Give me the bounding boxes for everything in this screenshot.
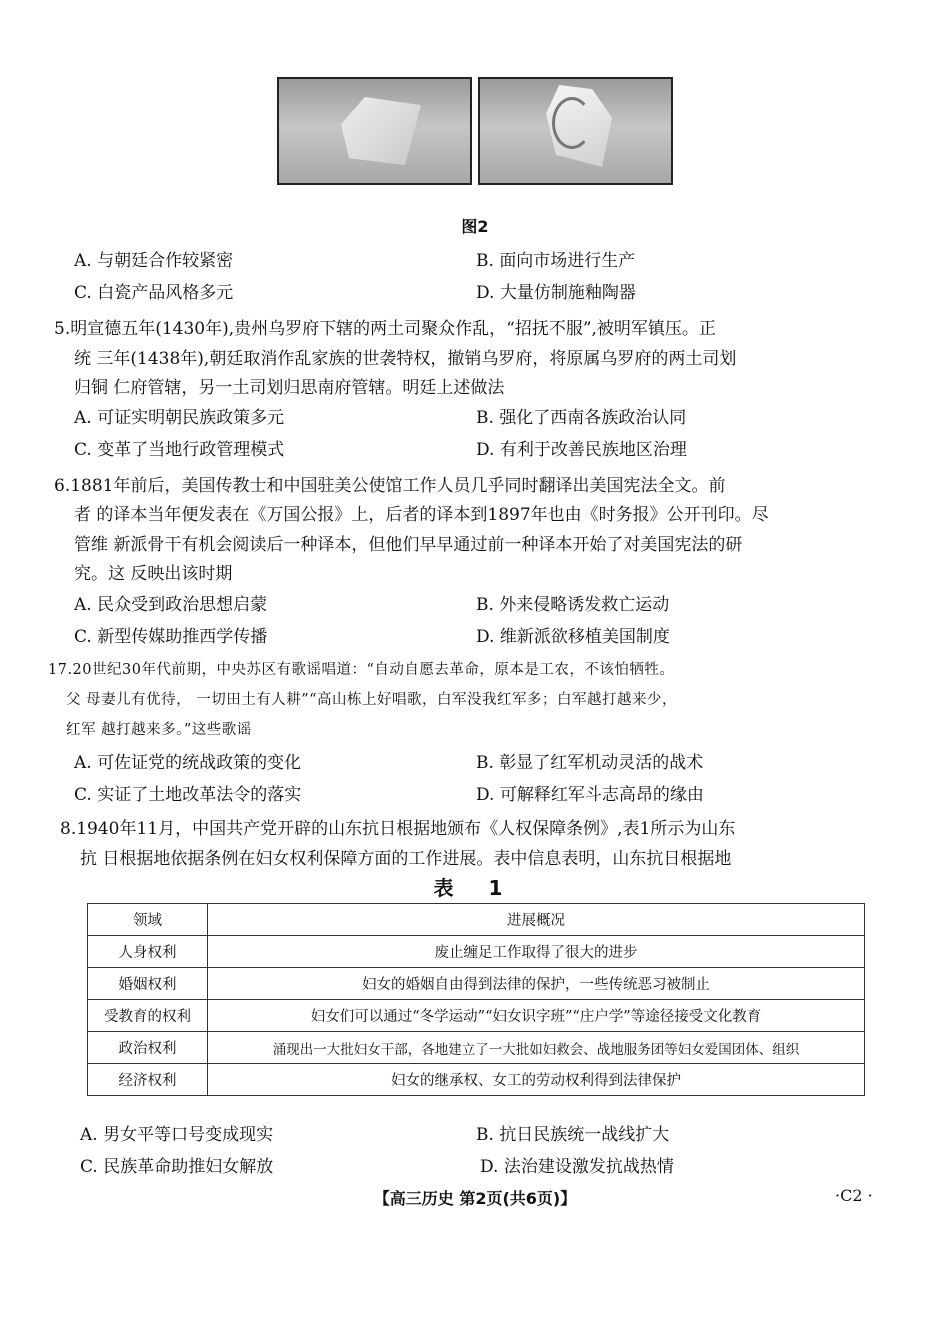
q5-option-b[interactable]: B. 强化了西南各族政治认同 <box>476 408 687 428</box>
table-row <box>88 1032 865 1064</box>
table-row <box>88 936 865 968</box>
table-cell-progress: 妇女们可以通过“冬学运动”“妇女识字班”“庄户学”等途径接受文化教育 <box>208 1000 865 1032</box>
q8-stem-line-1: 8.1940年11月，中国共产党开辟的山东抗日根据地颁布《人权保障条例》,表1所示为山东 <box>60 819 736 839</box>
q7-option-d[interactable]: D. 可解释红军斗志高昂的缘由 <box>476 785 704 805</box>
q7-stem-line-3: 红军 越打越来多。”这些歌谣 <box>66 722 252 738</box>
q4-option-d[interactable]: D. 大量仿制施釉陶器 <box>476 283 636 303</box>
table-header-row <box>88 904 865 936</box>
table-cell-field: 婚姻权利 <box>88 968 208 1000</box>
table-cell-field: 经济权利 <box>88 1064 208 1096</box>
q7-stem-line-1: 17.20世纪30年代前期，中央苏区有歌谣唱道：“自动自愿去革命，原本是工农，不该怕牺牲。 <box>48 662 675 678</box>
table-cell-progress: 妇女的继承权、女工的劳动权利得到法律保护 <box>208 1064 865 1096</box>
table-title: 表 1 <box>433 876 517 900</box>
q5-stem-line-2: 统 三年(1438年),朝廷取消作乱家族的世袭特权，撤销乌罗府，将原属乌罗府的两土司划 <box>74 349 737 369</box>
table-row <box>88 1000 865 1032</box>
page-footer: 【高三历史 第2页(共6页)】 <box>373 1189 577 1208</box>
q8-option-b[interactable]: B. 抗日民族统一战线扩大 <box>476 1125 670 1145</box>
paper-code: ·C2 · <box>835 1186 873 1205</box>
q7-option-b[interactable]: B. 彰显了红军机动灵活的战术 <box>476 753 704 773</box>
q5-option-a[interactable]: A. 可证实明朝民族政策多元 <box>74 408 285 428</box>
table-row <box>88 1064 865 1096</box>
q6-option-d[interactable]: D. 维新派欲移植美国制度 <box>476 627 670 647</box>
q5-option-c[interactable]: C. 变革了当地行政管理模式 <box>74 440 285 460</box>
q8-option-d[interactable]: D. 法治建设激发抗战热情 <box>480 1157 674 1177</box>
q6-stem-line-1: 6.1881年前后，美国传教士和中国驻美公使馆工作人员几乎同时翻译出美国宪法全文。前 <box>54 476 726 496</box>
table-row <box>88 968 865 1000</box>
q6-option-a[interactable]: A. 民众受到政治思想启蒙 <box>74 595 268 615</box>
q8-option-c[interactable]: C. 民族革命助推妇女解放 <box>80 1157 274 1177</box>
q8-option-a[interactable]: A. 男女平等口号变成现实 <box>80 1125 274 1145</box>
rights-table <box>87 903 865 1096</box>
table-cell-field: 政治权利 <box>88 1032 208 1064</box>
q8-stem-line-2: 抗 日根据地依据条例在妇女权利保障方面的工作进展。表中信息表明，山东抗日根据地 <box>80 849 732 869</box>
q5-stem-line-3: 归铜 仁府管辖，另一土司划归思南府管辖。明廷上述做法 <box>74 378 505 398</box>
table-cell-progress: 妇女的婚姻自由得到法律的保护，一些传统恶习被制止 <box>208 968 865 1000</box>
q5-option-d[interactable]: D. 有利于改善民族地区治理 <box>476 440 687 460</box>
shard-rim-mark <box>552 97 592 149</box>
q4-option-c[interactable]: C. 白瓷产品风格多元 <box>74 283 234 303</box>
table-cell-progress: 涌现出一大批妇女干部，各地建立了一大批如妇救会、战地服务团等妇女爱国团体、组织 <box>208 1032 865 1064</box>
q7-option-a[interactable]: A. 可佐证党的统战政策的变化 <box>74 753 302 773</box>
porcelain-shard-left <box>341 97 421 165</box>
q6-option-c[interactable]: C. 新型传媒助推西学传播 <box>74 627 268 647</box>
table-cell-field: 受教育的权利 <box>88 1000 208 1032</box>
porcelain-shard-photo-left <box>277 77 472 185</box>
q4-option-b[interactable]: B. 面向市场进行生产 <box>476 251 636 271</box>
figure-caption: 图2 <box>461 217 489 236</box>
q6-stem-line-4: 究。这 反映出该时期 <box>74 564 233 584</box>
table-cell-field: 人身权利 <box>88 936 208 968</box>
q4-option-a[interactable]: A. 与朝廷合作较紧密 <box>74 251 234 271</box>
q6-option-b[interactable]: B. 外来侵略诱发救亡运动 <box>476 595 670 615</box>
q7-option-c[interactable]: C. 实证了土地改革法令的落实 <box>74 785 302 805</box>
q6-stem-line-3: 管维 新派骨干有机会阅读后一种译本，但他们早早通过前一种译本开始了对美国宪法的研 <box>74 535 743 555</box>
q6-stem-line-2: 者 的译本当年便发表在《万国公报》上，后者的译本到1897年也由《时务报》公开刊印。尽 <box>74 505 769 525</box>
q7-stem-line-2: 父 母妻儿有优待， 一切田土有人耕”“高山栋上好唱歌，白军没我红军多；白军越打越来少， <box>66 692 678 708</box>
figure-2-photos <box>277 77 673 185</box>
q5-stem-line-1: 5.明宣德五年(1430年),贵州乌罗府下辖的两土司聚众作乱，“招抚不服”,被明军镇压。正 <box>54 319 716 339</box>
table-header-cell: 领域 <box>88 904 208 936</box>
porcelain-shard-photo-right <box>478 77 673 185</box>
table-header-cell: 进展概况 <box>208 904 865 936</box>
table-cell-progress: 废止缠足工作取得了很大的进步 <box>208 936 865 968</box>
